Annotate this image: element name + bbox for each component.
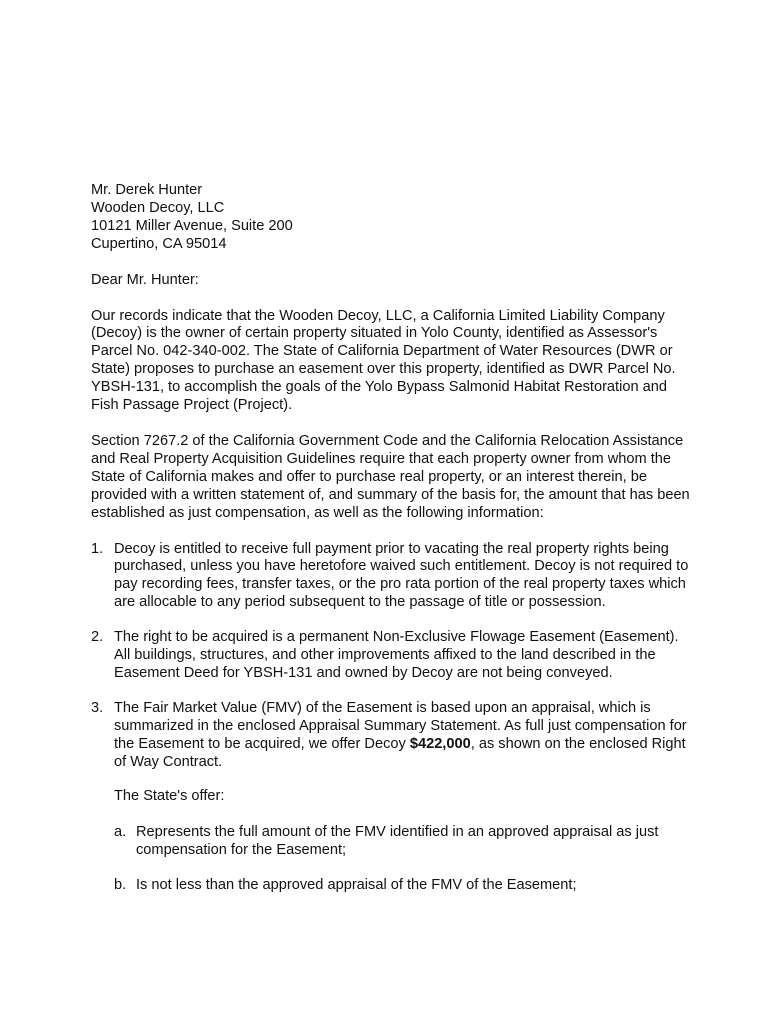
recipient-address xyxy=(91,182,691,254)
numbered-list xyxy=(91,541,691,772)
list-item xyxy=(91,629,691,683)
offer-text-before: The Fair Market Value (FMV) of the Easement is based upon an appraisal, which is summarized in the enclosed Appraisal Summary Statement. As full just compensation for the Easement to be acquired, we offer Decoy xyxy=(114,699,687,752)
sub-list-item xyxy=(114,877,691,895)
letter-page xyxy=(91,182,691,912)
offer-intro: The State's offer: xyxy=(114,788,225,805)
sub-list-item xyxy=(114,824,691,860)
lettered-list xyxy=(114,824,691,895)
address-line-company: Wooden Decoy, LLC xyxy=(91,199,225,216)
paragraph-statute: Section 7267.2 of the California Government Code and the California Relocation Assistance and Real Property Acquisition Guidelines require that each property owner from whom the State of California makes and offer to purchase real property, or an interest therein, be provided with a written statement of, and summary of the basis for, the amount that has been established as just compensation, as well as the following information: xyxy=(91,432,690,521)
sub-list-item-text: Is not less than the approved appraisal of the FMV of the Easement; xyxy=(136,877,577,894)
list-item-number: 3. xyxy=(91,699,104,716)
sub-list-item-letter: b. xyxy=(114,877,127,894)
address-line-name: Mr. Derek Hunter xyxy=(91,182,203,198)
list-item-body xyxy=(114,629,691,683)
salutation: Dear Mr. Hunter: xyxy=(91,271,199,288)
sub-list-item-letter: a. xyxy=(114,824,127,841)
offer-amount: $422,000 xyxy=(409,735,471,752)
paragraph-ownership: Our records indicate that the Wooden Decoy, LLC, a California Limited Liability Company (Decoy) is the owner of certain property situated in Yolo County, identified as Assessor's Parcel No. 042-340-002. The State of California Department of Water Resources (DWR or State) proposes to purchase an easement over this property, identified as DWR Parcel No. YBSH-131, to accomplish the goals of the Yolo Bypass Salmonid Habitat Restoration and Fish Passage Project (Project). xyxy=(91,307,676,414)
list-item-body xyxy=(114,700,691,772)
offer-text-after: , as shown on the enclosed Right of Way Contract. xyxy=(114,735,686,770)
list-item xyxy=(91,700,691,772)
sub-list-item-text: Represents the full amount of the FMV identified in an approved appraisal as just compensation for the Easement; xyxy=(136,824,659,859)
list-item-text: Decoy is entitled to receive full payment prior to vacating the real property rights being purchased, unless you have heretofore waived such entitlement. Decoy is not required to pay recording fees, transfer taxes, or the pro rata portion of the real property taxes which are allocable to any period subsequent to the passage of title or possession. xyxy=(114,540,689,611)
list-item xyxy=(91,541,691,613)
list-item-number: 1. xyxy=(91,540,104,557)
list-item-text xyxy=(114,700,691,772)
address-line-city: Cupertino, CA 95014 xyxy=(91,235,227,252)
list-item-text: The right to be acquired is a permanent Non-Exclusive Flowage Easement (Easement). All buildings, structures, and other improvements affixed to the land described in the Easement Deed for YBSH-131 and owned by Decoy are not being conveyed. xyxy=(114,629,679,681)
list-item-number: 2. xyxy=(91,629,104,646)
list-item-body xyxy=(114,541,691,613)
address-line-street: 10121 Miller Avenue, Suite 200 xyxy=(91,217,293,234)
